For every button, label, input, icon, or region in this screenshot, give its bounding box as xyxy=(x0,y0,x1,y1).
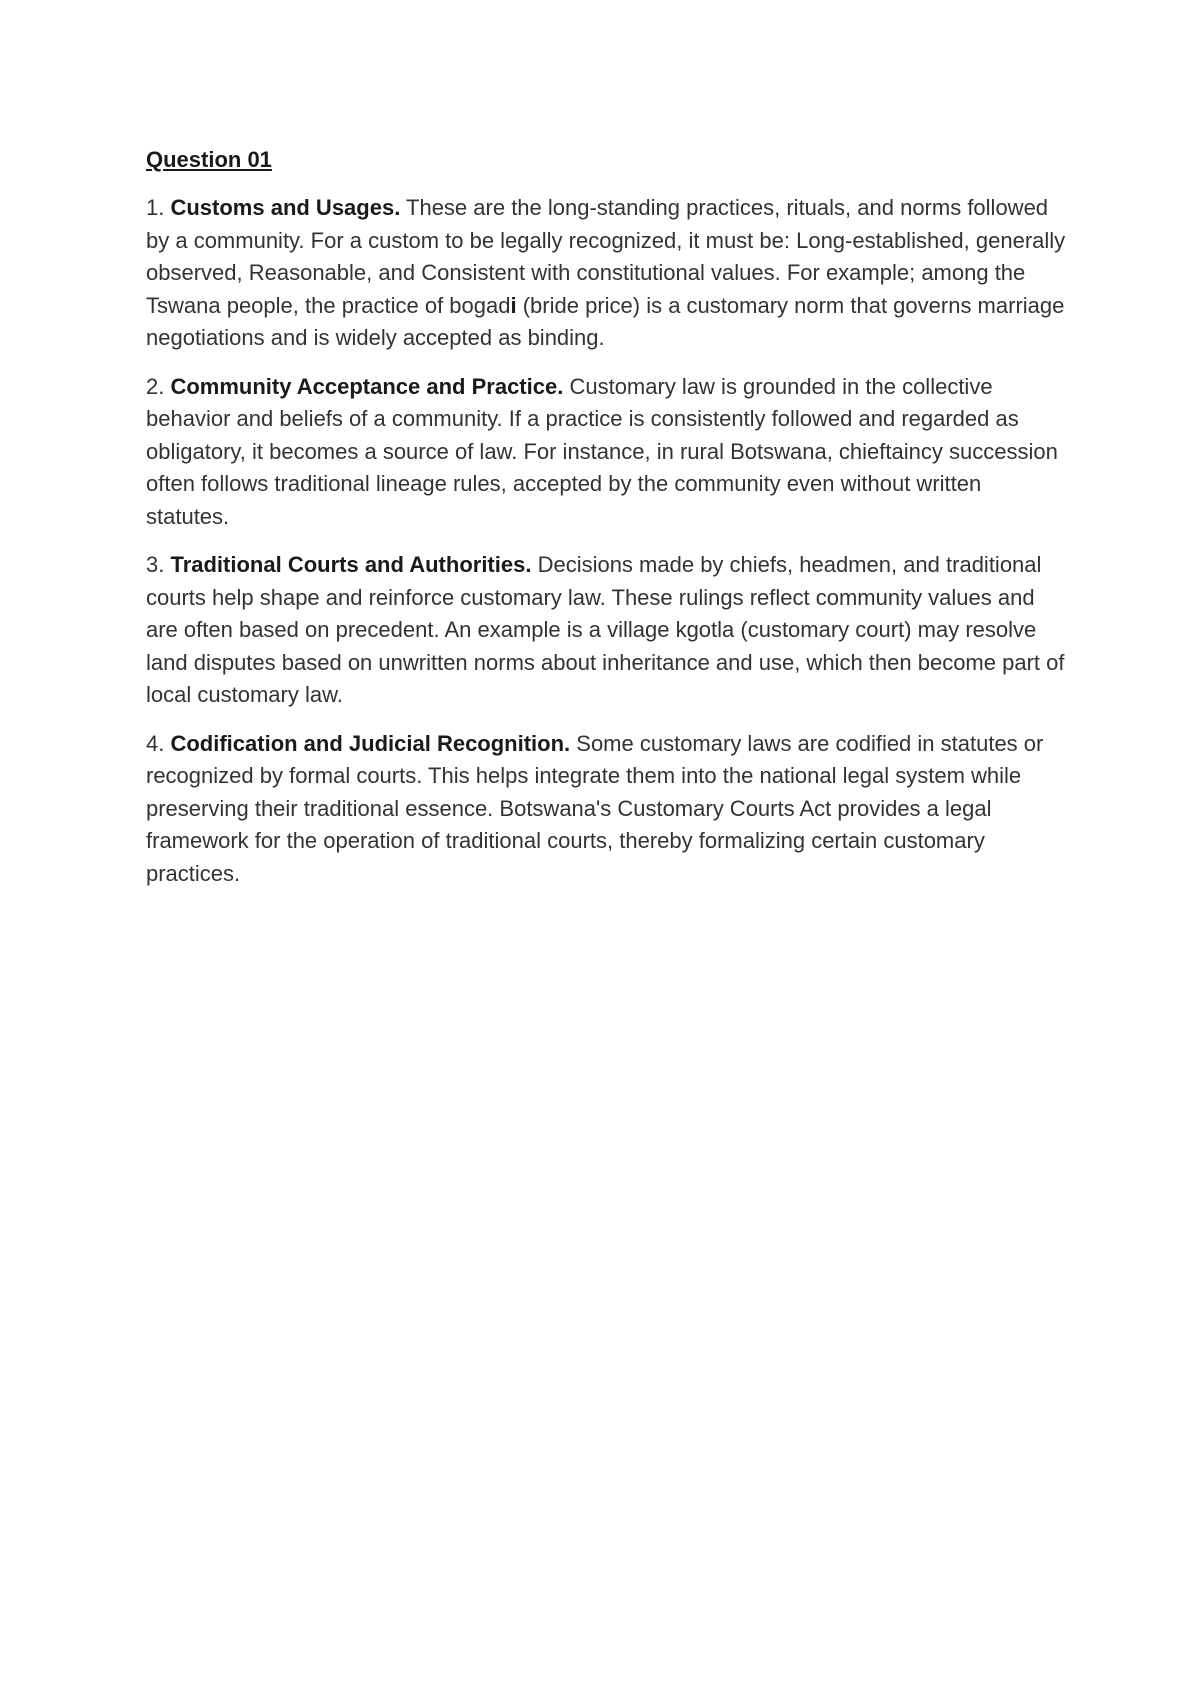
item-heading: Codification and Judicial Recognition. xyxy=(170,730,571,756)
document-body xyxy=(146,144,1066,906)
item-number: 2. xyxy=(146,373,171,399)
item-heading: Community Acceptance and Practice. xyxy=(170,373,564,399)
item-text: Customary law is grounded in the collective behavior and beliefs of a community. If a practice is consistently followed and regarded as obligatory, it becomes a source of law. For instance, in rural Botswana, chieftaincy succession often follows traditional lineage rules, accepted by the community even without written statutes. xyxy=(146,373,1058,529)
item-text: These are the long-standing practices, rituals, and norms followed by a community. For a custom to be legally recognized, it must be: Long-established, generally observed, Reasonable, and Consistent with constitutional values. For example; among the Tswana people, the practice of bogad xyxy=(146,195,1066,318)
list-item-codification xyxy=(146,728,1066,891)
item-number: 1. xyxy=(146,195,171,220)
item-text-continued: (bride price) is a customary norm that governs marriage negotiations and is widely accepted as binding. xyxy=(146,292,1065,350)
item-heading: Customs and Usages. xyxy=(170,195,401,220)
list-item-traditional-courts xyxy=(146,549,1066,712)
item-number: 4. xyxy=(146,730,171,756)
question-title: Question 01 xyxy=(146,147,272,172)
list-item-community-acceptance xyxy=(146,371,1066,534)
item-heading: Traditional Courts and Authorities. xyxy=(170,552,532,577)
item-text-bold-letter: i xyxy=(510,292,517,318)
list-item-customs-and-usages xyxy=(146,192,1066,355)
item-text: Decisions made by chiefs, headmen, and traditional courts help shape and reinforce customary law. These rulings reflect community values and are often based on precedent. An example is a village kgotla (customary court) may resolve land disputes based on unwritten norms about inheritance and use, which then become part of local customary law. xyxy=(146,552,1065,707)
item-text: Some customary laws are codified in statutes or recognized by formal courts. This helps integrate them into the national legal system while preserving their traditional essence. Botswana's Customary Courts Act provides a legal framework for the operation of traditional courts, thereby formalizing certain customary practices. xyxy=(146,730,1044,886)
item-number: 3. xyxy=(146,552,171,577)
